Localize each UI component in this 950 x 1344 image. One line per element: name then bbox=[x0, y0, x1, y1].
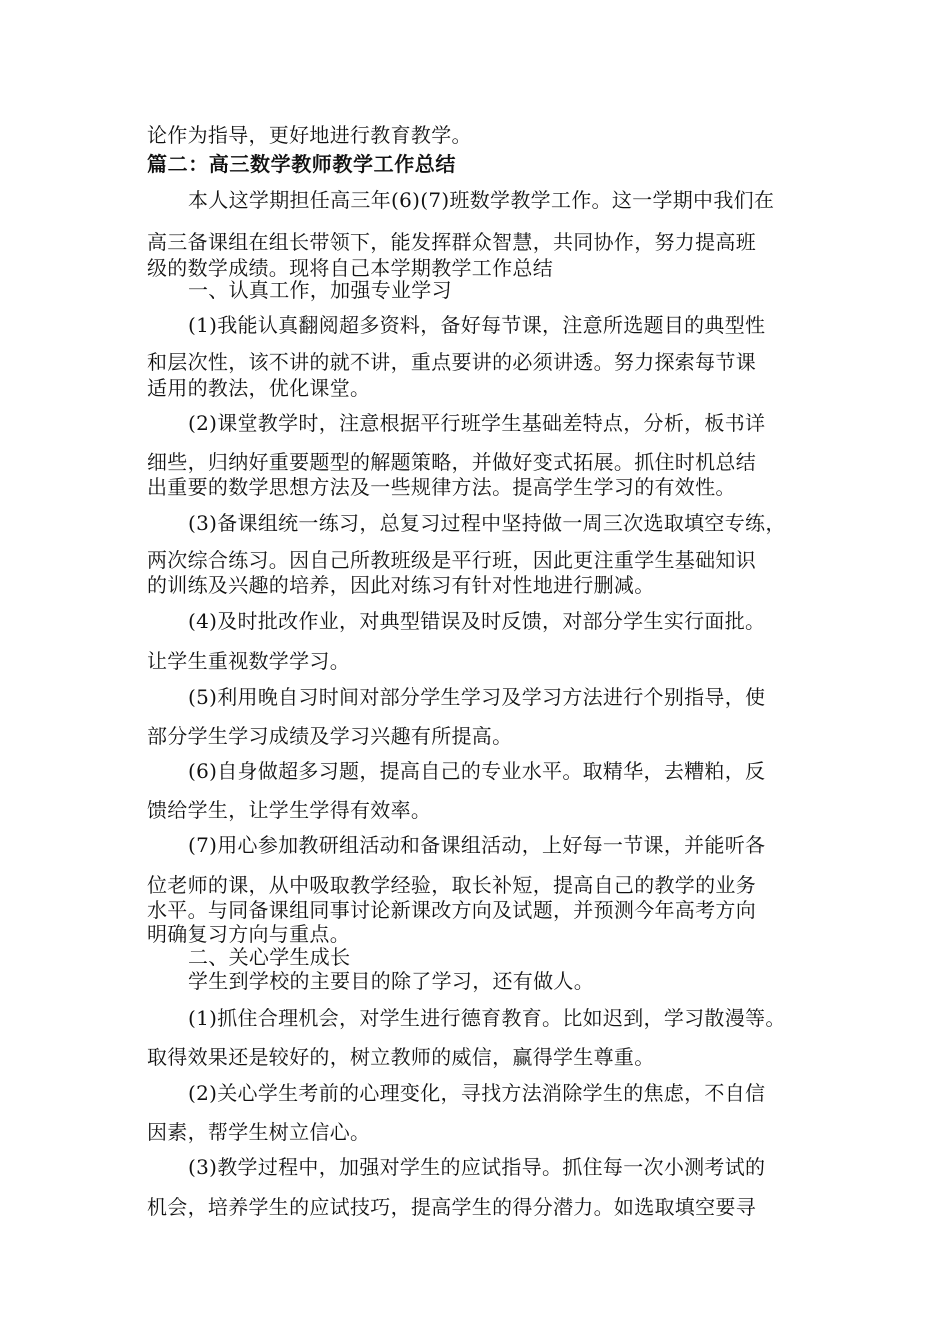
text-line: 论作为指导，更好地进行教育教学。 bbox=[147, 123, 472, 147]
section-heading: 篇二：高三数学教师教学工作总结 bbox=[147, 152, 456, 176]
subheading: 一、认真工作，加强专业学习 bbox=[188, 278, 452, 302]
text-line: 高三备课组在组长带领下，能发挥群众智慧，共同协作，努力提高班 bbox=[147, 230, 756, 254]
paragraph-line: (2)关心学生考前的心理变化，寻找方法消除学生的焦虑，不自信 bbox=[188, 1081, 766, 1105]
text-line: 级的数学成绩。现将自己本学期教学工作总结 bbox=[147, 256, 553, 280]
text-line: 和层次性，该不讲的就不讲，重点要讲的必须讲透。努力探索每节课 bbox=[147, 350, 756, 374]
text-line: 明确复习方向与重点。 bbox=[147, 922, 350, 946]
subheading: 二、关心学生成长 bbox=[188, 945, 351, 969]
text-line: 两次综合练习。因自己所教班级是平行班，因此更注重学生基础知识 bbox=[147, 548, 756, 572]
paragraph-line: (7)用心参加教研组活动和备课组活动，上好每一节课，并能听各 bbox=[188, 833, 766, 857]
text-line: 细些，归纳好重要题型的解题策略，并做好变式拓展。抓住时机总结 bbox=[147, 450, 756, 474]
text-line: 部分学生学习成绩及学习兴趣有所提高。 bbox=[147, 724, 513, 748]
text-line: 出重要的数学思想方法及一些规律方法。提高学生学习的有效性。 bbox=[147, 475, 736, 499]
text-line: 机会，培养学生的应试技巧，提高学生的得分潜力。如选取填空要寻 bbox=[147, 1195, 756, 1219]
paragraph-line: 学生到学校的主要目的除了学习，还有做人。 bbox=[188, 969, 594, 993]
paragraph-line: (4)及时批改作业，对典型错误及时反馈，对部分学生实行面批。 bbox=[188, 609, 766, 633]
text-line: 让学生重视数学学习。 bbox=[147, 649, 350, 673]
paragraph-line: (3)教学过程中，加强对学生的应试指导。抓住每一次小测考试的 bbox=[188, 1155, 766, 1179]
paragraph-line: (6)自身做超多习题，提高自己的专业水平。取精华，去糟粕，反 bbox=[188, 759, 766, 783]
paragraph-line: (1)抓住合理机会，对学生进行德育教育。比如迟到，学习散漫等。 bbox=[188, 1006, 786, 1030]
paragraph-line: (3)备课组统一练习，总复习过程中坚持做一周三次选取填空专练， bbox=[188, 511, 786, 535]
paragraph-line: (2)课堂教学时，注意根据平行班学生基础差特点，分析，板书详 bbox=[188, 411, 766, 435]
text-line: 取得效果还是较好的，树立教师的威信，赢得学生尊重。 bbox=[147, 1045, 655, 1069]
text-line: 位老师的课，从中吸取教学经验，取长补短，提高自己的教学的业务 bbox=[147, 873, 756, 897]
paragraph-line: (1)我能认真翻阅超多资料，备好每节课，注意所选题目的典型性 bbox=[188, 313, 766, 337]
text-line: 水平。与同备课组同事讨论新课改方向及试题，并预测今年高考方向 bbox=[147, 898, 756, 922]
paragraph-line: 本人这学期担任高三年(6)(7)班数学教学工作。这一学期中我们在 bbox=[188, 188, 775, 212]
text-line: 的训练及兴趣的培养，因此对练习有针对性地进行删减。 bbox=[147, 573, 655, 597]
text-line: 因素，帮学生树立信心。 bbox=[147, 1120, 371, 1144]
paragraph-line: (5)利用晚自习时间对部分学生学习及学习方法进行个别指导，使 bbox=[188, 685, 766, 709]
text-line: 馈给学生，让学生学得有效率。 bbox=[147, 798, 432, 822]
text-line: 适用的教法，优化课堂。 bbox=[147, 376, 371, 400]
